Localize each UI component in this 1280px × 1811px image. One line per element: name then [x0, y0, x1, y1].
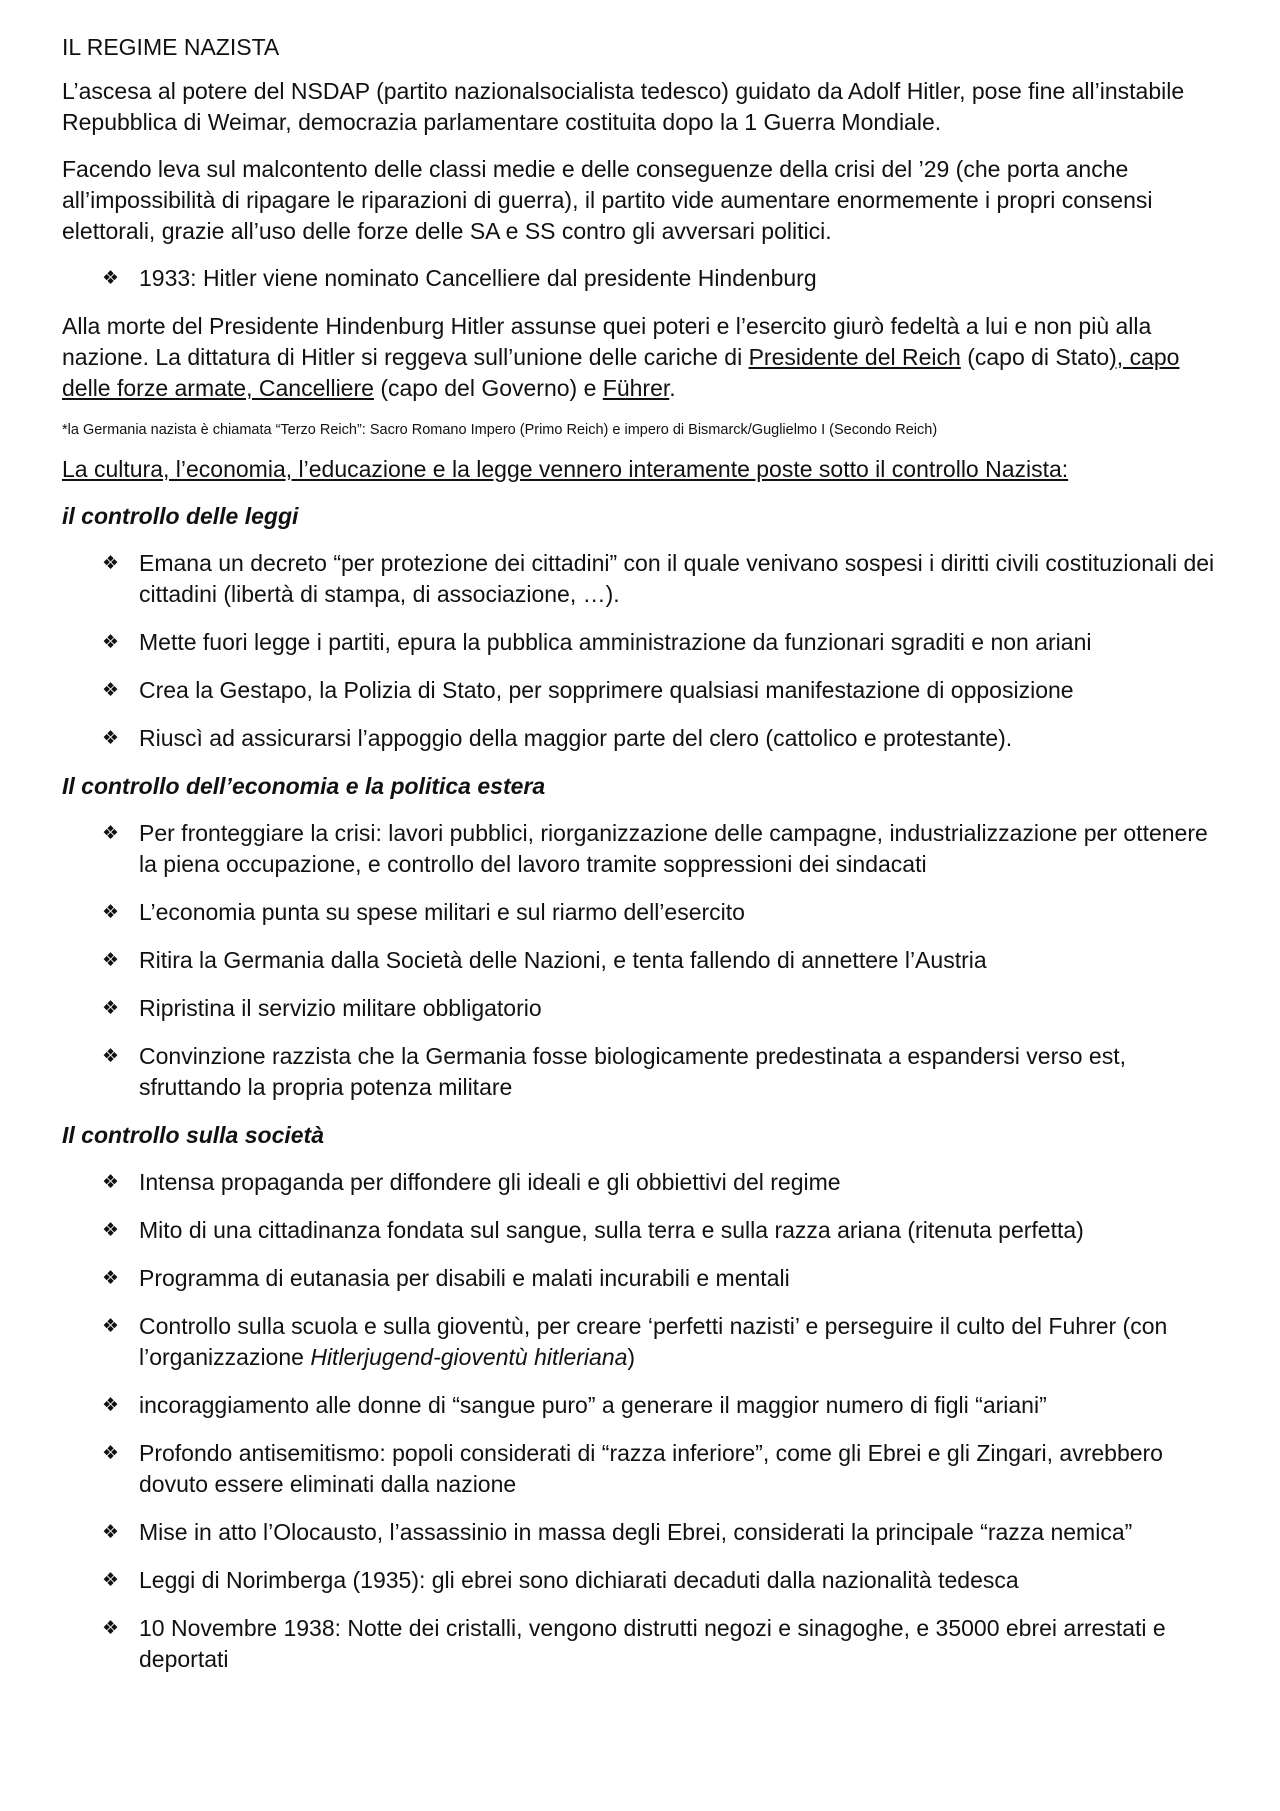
list-item-text: Profondo antisemitismo: popoli considerati di “razza inferiore”, come gli Ebrei e gli Zingari, avrebbero dovuto essere eliminati dalla nazione — [139, 1440, 1163, 1497]
list-item — [62, 723, 1220, 754]
diamond-bullet-icon: ❖ — [102, 1045, 120, 1067]
diamond-bullet-icon: ❖ — [102, 1617, 120, 1639]
intro-bullet-list — [62, 263, 1220, 294]
diamond-bullet-icon: ❖ — [102, 631, 120, 653]
sections-container — [62, 501, 1220, 1675]
list-item — [62, 1167, 1220, 1198]
list-item-text: Leggi di Norimberga (1935): gli ebrei sono dichiarati decaduti dalla nazionalità tedesca — [139, 1567, 1019, 1593]
diamond-bullet-icon: ❖ — [102, 1442, 120, 1464]
list-item-text: L’economia punta su spese militari e sul riarmo dell’esercito — [139, 899, 745, 925]
diamond-bullet-icon: ❖ — [102, 997, 120, 1019]
diamond-bullet-icon: ❖ — [102, 1267, 120, 1289]
list-item — [62, 818, 1220, 880]
diamond-bullet-icon: ❖ — [102, 267, 120, 289]
text-run: (capo del Governo) e — [373, 375, 603, 401]
footnote: *la Germania nazista è chiamata “Terzo Reich”: Sacro Romano Impero (Primo Reich) e impero di Bismarck/Guglielmo I (Secondo Reich) — [62, 422, 938, 438]
control-statement: La cultura, l’economia, l’educazione e la legge vennero interamente poste sotto il controllo Nazista: — [62, 456, 1069, 482]
intro-paragraph-3 — [62, 311, 1220, 404]
list-item — [62, 945, 1220, 976]
diamond-bullet-icon: ❖ — [102, 1171, 120, 1193]
diamond-bullet-icon: ❖ — [102, 552, 120, 574]
diamond-bullet-icon: ❖ — [102, 679, 120, 701]
list-item-text: Emana un decreto “per protezione dei cittadini” con il quale venivano sospesi i diritti civili costituzionali dei cittadini (libertà di stampa, di associazione, …). — [139, 550, 1215, 607]
intro-paragraph-2: Facendo leva sul malcontento delle classi medie e delle conseguenze della crisi del ’29 (che porta anche all’impossibilità di ripagare le riparazioni di guerra), il partito vide aumentare enormemente i propri consensi elettorali, grazie all’uso delle forze delle SA e SS contro gli avversari politici. — [62, 156, 1153, 244]
list-item — [62, 1263, 1220, 1294]
diamond-bullet-icon: ❖ — [102, 1521, 120, 1543]
list-item-text: 10 Novembre 1938: Notte dei cristalli, vengono distrutti negozi e sinagoghe, e 35000 ebrei arrestati e deportati — [139, 1615, 1166, 1672]
list-item-text: Ripristina il servizio militare obbligatorio — [139, 995, 542, 1021]
list-item-text: incoraggiamento alle donne di “sangue puro” a generare il maggior numero di figli “ariani” — [139, 1392, 1047, 1418]
list-item — [62, 1390, 1220, 1421]
section-bullet-list — [62, 548, 1220, 754]
list-item — [62, 675, 1220, 706]
list-item-text: Per fronteggiare la crisi: lavori pubblici, riorganizzazione delle campagne, industrializzazione per ottenere la piena occupazione, e controllo del lavoro tramite soppressioni dei sindacati — [139, 820, 1208, 877]
text-run: (capo di Stato — [960, 344, 1110, 370]
list-item-text: Mise in atto l’Olocausto, l’assassinio in massa degli Ebrei, considerati la principale “razza nemica” — [139, 1519, 1133, 1545]
list-item-text: Programma di eutanasia per disabili e malati incurabili e mentali — [139, 1265, 790, 1291]
text-run: ) — [627, 1344, 636, 1370]
diamond-bullet-icon: ❖ — [102, 1569, 120, 1591]
list-item — [62, 627, 1220, 658]
list-item — [62, 1613, 1220, 1675]
list-item — [62, 1311, 1220, 1373]
text-run: . — [669, 375, 676, 401]
list-item-text: Intensa propaganda per diffondere gli ideali e gli obbiettivi del regime — [139, 1169, 841, 1195]
section-bullet-list — [62, 1167, 1220, 1675]
diamond-bullet-icon: ❖ — [102, 1394, 120, 1416]
underlined-term-presidente: Presidente del Reich — [748, 344, 961, 370]
underlined-term-cancelliere: ), capo delle forze armate, Cancelliere — [62, 344, 1180, 401]
diamond-bullet-icon: ❖ — [102, 822, 120, 844]
list-item-text: Convinzione razzista che la Germania fosse biologicamente predestinata a espandersi verso est, sfruttando la propria potenza militare — [139, 1043, 1126, 1100]
section-heading: il controllo delle leggi — [62, 503, 299, 529]
section-heading: Il controllo dell’economia e la politica estera — [62, 773, 546, 799]
intro-paragraph-1: L’ascesa al potere del NSDAP (partito nazionalsocialista tedesco) guidato da Adolf Hitler, pose fine all’instabile Repubblica di Weimar, democrazia parlamentare costituita dopo la 1 Guerra Mondiale. — [62, 78, 1185, 135]
list-item-text: Mito di una cittadinanza fondata sul sangue, sulla terra e sulla razza ariana (ritenuta perfetta) — [139, 1217, 1084, 1243]
diamond-bullet-icon: ❖ — [102, 1315, 120, 1337]
section-bullet-list — [62, 818, 1220, 1103]
list-item-text: 1933: Hitler viene nominato Cancelliere dal presidente Hindenburg — [139, 265, 817, 291]
list-item — [62, 1565, 1220, 1596]
document-title: IL REGIME NAZISTA — [62, 34, 280, 60]
list-item — [62, 1438, 1220, 1500]
diamond-bullet-icon: ❖ — [102, 727, 120, 749]
list-item — [62, 993, 1220, 1024]
list-item — [62, 263, 1220, 294]
list-item-text: Crea la Gestapo, la Polizia di Stato, per sopprimere qualsiasi manifestazione di opposizione — [139, 677, 1074, 703]
section-heading: Il controllo sulla società — [62, 1122, 325, 1148]
list-item-text: Riuscì ad assicurarsi l’appoggio della maggior parte del clero (cattolico e protestante). — [139, 725, 1013, 751]
list-item — [62, 897, 1220, 928]
list-item — [62, 1517, 1220, 1548]
text-run: Controllo sulla scuola e sulla gioventù, per creare ‘perfetti nazisti’ e perseguire il culto del Fuhrer (con l’organizzazione — [139, 1313, 1168, 1370]
italic-term: Hitlerjugend-gioventù hitleriana — [310, 1344, 628, 1370]
text-run: Alla morte del Presidente Hindenburg Hitler assunse quei poteri e l’esercito giurò fedeltà a lui e non più alla nazione. La dittatura di Hitler si reggeva sull’unione delle cariche di — [62, 313, 1152, 370]
list-item-text: Ritira la Germania dalla Società delle Nazioni, e tenta fallendo di annettere l’Austria — [139, 947, 987, 973]
diamond-bullet-icon: ❖ — [102, 949, 120, 971]
list-item-text — [139, 1313, 1167, 1370]
diamond-bullet-icon: ❖ — [102, 1219, 120, 1241]
list-item — [62, 1041, 1220, 1103]
list-item — [62, 1215, 1220, 1246]
list-item-text: Mette fuori legge i partiti, epura la pubblica amministrazione da funzionari sgraditi e non ariani — [139, 629, 1092, 655]
diamond-bullet-icon: ❖ — [102, 901, 120, 923]
underlined-term-fuhrer: Führer — [602, 375, 670, 401]
list-item — [62, 548, 1220, 610]
